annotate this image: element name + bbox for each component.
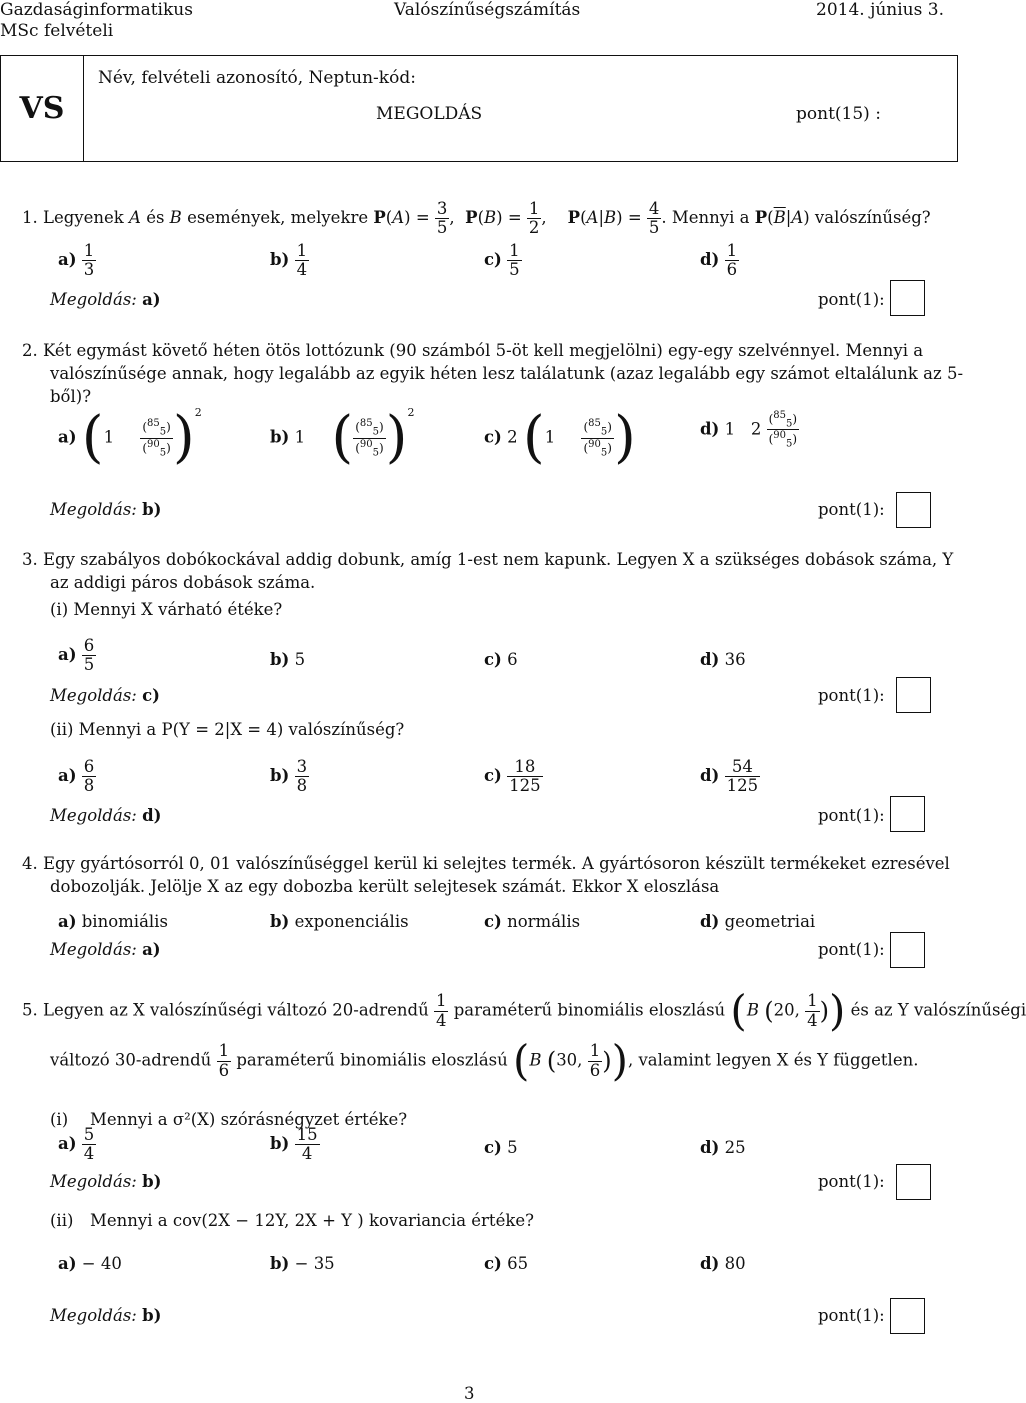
- q3-1-points-label: pont(1):: [818, 686, 885, 705]
- q4-points-label: pont(1):: [818, 940, 885, 959]
- q5-sub2-number: (ii): [50, 1211, 74, 1230]
- q2-line2: valószínűsége annak, hogy legalább az egyik héten lesz találatunk (azaz legalább egy számot eltalálunk az 5-: [50, 364, 964, 383]
- q3-1-option-a[interactable]: a) $\frac{6}{5}$: [58, 636, 95, 675]
- q5-line1: 5. Legyen az X valószínűségi változó 20-adrendű $\frac{1}{4}$ paraméterű binomiális eloszlású (B (20, $\frac{1}{4}$ )) és az Y valószínűségi: [22, 986, 1026, 1035]
- q3-sub1: (i) Mennyi X várható étéke?: [50, 600, 283, 619]
- q5-2-option-c[interactable]: c) 65: [484, 1254, 529, 1273]
- q2-option-a[interactable]: a) (1 $\frac{(^{85}_5)}{(^{90}_5)}$ )$^2$: [58, 405, 202, 470]
- q4-option-d[interactable]: d) geometriai: [700, 912, 816, 931]
- header-center: Valószínűségszámítás: [394, 0, 581, 20]
- q5-1-option-a[interactable]: a) $\frac{5}{4}$: [58, 1125, 95, 1164]
- q5-1-option-d[interactable]: d) 25: [700, 1138, 746, 1157]
- q5-2-option-a[interactable]: a) − 40: [58, 1254, 122, 1273]
- q3-1-option-d[interactable]: d) 36: [700, 650, 746, 669]
- q1-stem: 1. Legyenek A és B események, melyekre P(A) = $\frac{3}{5}$ , P(B) = $\frac{1}{2}$ , P(A|B) = $\frac{4}{5}$ . Mennyi a $P(\overline{B}|A)$ valószínűség?: [22, 199, 931, 238]
- q2-points-label: pont(1):: [818, 500, 885, 519]
- q1-option-d[interactable]: d) $\frac{1}{6}$: [700, 241, 738, 280]
- header-left1: Gazdaságinformatikus: [0, 0, 193, 20]
- q3-sub2: (ii) Mennyi a P(Y = 2|X = 4) valószínűség?: [50, 720, 405, 739]
- q5-1-option-c[interactable]: c) 5: [484, 1138, 518, 1157]
- q4-option-a[interactable]: a) binomiális: [58, 912, 168, 931]
- solution-label: MEGOLDÁS: [376, 104, 483, 124]
- q5-1-points-box[interactable]: [896, 1164, 931, 1200]
- q3-line2: az addigi páros dobások száma.: [50, 573, 316, 592]
- q5-2-option-d[interactable]: d) 80: [700, 1254, 746, 1273]
- q4-points-box[interactable]: [890, 932, 925, 968]
- q2-solution: Megoldás: b): [50, 500, 162, 519]
- name-field[interactable]: [84, 56, 958, 162]
- q3-2-option-d[interactable]: d) $\frac{54}{125}$: [700, 757, 759, 796]
- page-number: 3: [464, 1384, 475, 1403]
- q2-option-c[interactable]: c) 2 (1 $\frac{(^{85}_5)}{(^{90}_5)}$ ): [484, 405, 636, 470]
- q1-points-box[interactable]: [890, 280, 925, 316]
- q3-2-points-label: pont(1):: [818, 806, 885, 825]
- q4-line1: 4. Egy gyártósorról 0, 01 valószínűséggel kerül ki selejtes termék. A gyártósoron készült termékeket ezresével: [22, 854, 950, 873]
- name-box: [0, 55, 958, 162]
- q1-option-b[interactable]: b) $\frac{1}{4}$: [270, 241, 308, 280]
- q4-option-c[interactable]: c) normális: [484, 912, 581, 931]
- q3-1-solution: Megoldás: c): [50, 686, 160, 705]
- q2-line1: 2. Két egymást követő héten ötös lottózunk (90 számból 5-öt kell megjelölni) egy-egy szelvénnyel. Mennyi a: [22, 341, 924, 360]
- q5-sub1-number: (i): [50, 1110, 69, 1129]
- q5-sub2: Mennyi a cov(2X − 12Y, 2X + Y ) kovariancia értéke?: [90, 1211, 534, 1230]
- q3-2-option-c[interactable]: c) $\frac{18}{125}$: [484, 757, 541, 796]
- header-date: 2014. június 3.: [816, 0, 944, 20]
- q5-line2: változó 30-adrendű $\frac{1}{6}$ paraméterű binomiális eloszlású (B (30, $\frac{1}{6}$ )), valamint legyen X és Y független.: [50, 1036, 919, 1085]
- q1-option-a[interactable]: a) $\frac{1}{3}$: [58, 241, 95, 280]
- q2-points-box[interactable]: [896, 492, 931, 528]
- exam-code: VS: [1, 56, 84, 162]
- q3-1-points-box[interactable]: [896, 677, 931, 713]
- q5-1-points-label: pont(1):: [818, 1172, 885, 1191]
- q5-2-points-label: pont(1):: [818, 1306, 885, 1325]
- q1-number: 1.: [22, 208, 38, 228]
- q4-option-b[interactable]: b) exponenciális: [270, 912, 409, 931]
- q2-option-b[interactable]: b) 1 ( $\frac{(^{85}_5)}{(^{90}_5)}$ )$^2$: [270, 405, 415, 470]
- q1-points-label: pont(1):: [818, 290, 885, 309]
- q1-option-c[interactable]: c) $\frac{1}{5}$: [484, 241, 520, 280]
- name-label: Név, felvételi azonosító, Neptun-kód:: [98, 68, 416, 88]
- q2-line3: ből)?: [50, 387, 92, 406]
- q4-line2: dobozolják. Jelölje X az egy dobozba került selejtesek számát. Ekkor X eloszlása: [50, 877, 720, 896]
- q4-solution: Megoldás: a): [50, 940, 161, 959]
- q5-1-solution: Megoldás: b): [50, 1172, 162, 1191]
- q3-1-option-b[interactable]: b) 5: [270, 650, 306, 669]
- total-points-label: pont(15) :: [796, 104, 881, 124]
- q3-2-points-box[interactable]: [890, 796, 925, 832]
- q5-2-points-box[interactable]: [890, 1298, 925, 1334]
- q3-2-option-b[interactable]: b) $\frac{3}{8}$: [270, 757, 308, 796]
- q3-1-option-c[interactable]: c) 6: [484, 650, 518, 669]
- q1-solution: Megoldás: a): [50, 290, 161, 309]
- q5-1-option-b[interactable]: b) $\frac{15}{4}$: [270, 1125, 318, 1164]
- q3-2-option-a[interactable]: a) $\frac{6}{8}$: [58, 757, 95, 796]
- header-left2: MSc felvételi: [0, 21, 114, 41]
- q5-sub1: Mennyi a σ²(X) szórásnégyzet értéke?: [90, 1110, 408, 1129]
- q3-line1: 3. Egy szabályos dobókockával addig dobunk, amíg 1-est nem kapunk. Legyen X a szükséges dobások száma, Y: [22, 550, 954, 569]
- q5-2-option-b[interactable]: b) − 35: [270, 1254, 335, 1273]
- q2-option-d[interactable]: d) 1 2 $\frac{(^{85}_5)}{(^{90}_5)}$: [700, 410, 798, 450]
- q5-2-solution: Megoldás: b): [50, 1306, 162, 1325]
- q3-2-solution: Megoldás: d): [50, 806, 162, 825]
